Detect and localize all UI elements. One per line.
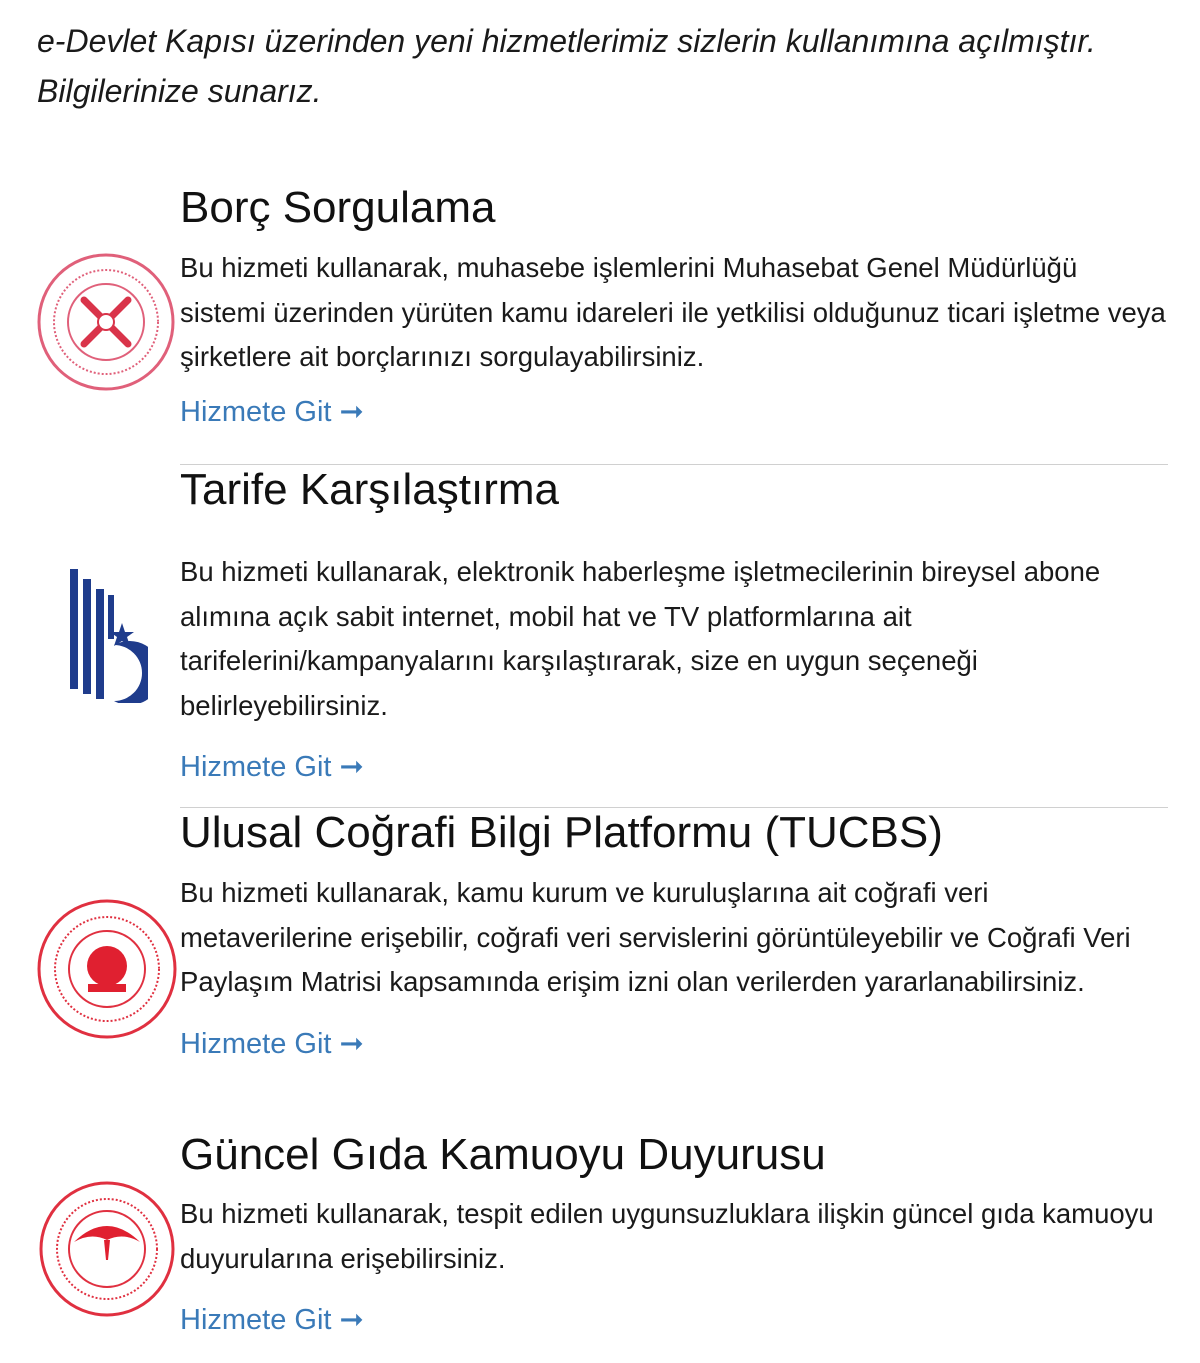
hazine-seal-icon: [36, 252, 176, 392]
intro-text: [37, 16, 1137, 116]
tarim-seal-icon: [38, 1180, 176, 1318]
service-title: Güncel Gıda Kamuoyu Duyurusu: [180, 1130, 826, 1179]
hizmete-git-link[interactable]: Hizmete Git ➞: [180, 1304, 364, 1336]
service-title: Ulusal Coğrafi Bilgi Platformu (TUCBS): [180, 808, 943, 857]
service-tucbs: [180, 807, 1168, 1064]
cevre-seal-icon: [36, 898, 178, 1040]
service-guncel-gida: [180, 1129, 1168, 1340]
hizmete-git-link[interactable]: Hizmete Git ➞: [180, 751, 364, 783]
service-description: Bu hizmeti kullanarak, elektronik haberleşme işletmecilerinin bireysel abone alımına açık sabit internet, mobil hat ve TV platformlarına ait tarifelerini/kampanyalarını karşılaştırarak, size en uygun seçeneği belirleyebilirsiniz.: [180, 556, 1101, 721]
btk-logo-icon: [66, 565, 148, 703]
service-tarife-karsilastirma: [180, 464, 1168, 787]
service-description: Bu hizmeti kullanarak, muhasebe işlemlerini Muhasebat Genel Müdürlüğü sistemi üzerinden yürüten kamu idareleri ile yetkilisi olduğunuz ticari işletme veya şirketlere ait borçlarınızı sorgulayabilirsiniz.: [180, 252, 1166, 372]
service-description: Bu hizmeti kullanarak, kamu kurum ve kuruluşlarına ait coğrafi veri metaverilerine erişebilir, coğrafi veri servislerini görüntüleyebilir ve Coğrafi Veri Paylaşım Matrisi kapsamında erişim izni olan verilerden yararlanabilirsiniz.: [180, 877, 1131, 997]
intro-line-2: Bilgilerinize sunarız.: [37, 73, 322, 109]
hizmete-git-link[interactable]: Hizmete Git ➞: [180, 395, 364, 428]
service-title: Tarife Karşılaştırma: [180, 465, 559, 514]
service-description: Bu hizmeti kullanarak, tespit edilen uygunsuzluklara ilişkin güncel gıda kamuoyu duyurularına erişebilirsiniz.: [180, 1198, 1154, 1274]
hizmete-git-link[interactable]: Hizmete Git ➞: [180, 1027, 364, 1060]
service-borc-sorgulama: [180, 182, 1168, 432]
service-title: Borç Sorgulama: [180, 183, 496, 232]
intro-line-1: e-Devlet Kapısı üzerinden yeni hizmetlerimiz sizlerin kullanımına açılmıştır.: [37, 23, 1096, 59]
